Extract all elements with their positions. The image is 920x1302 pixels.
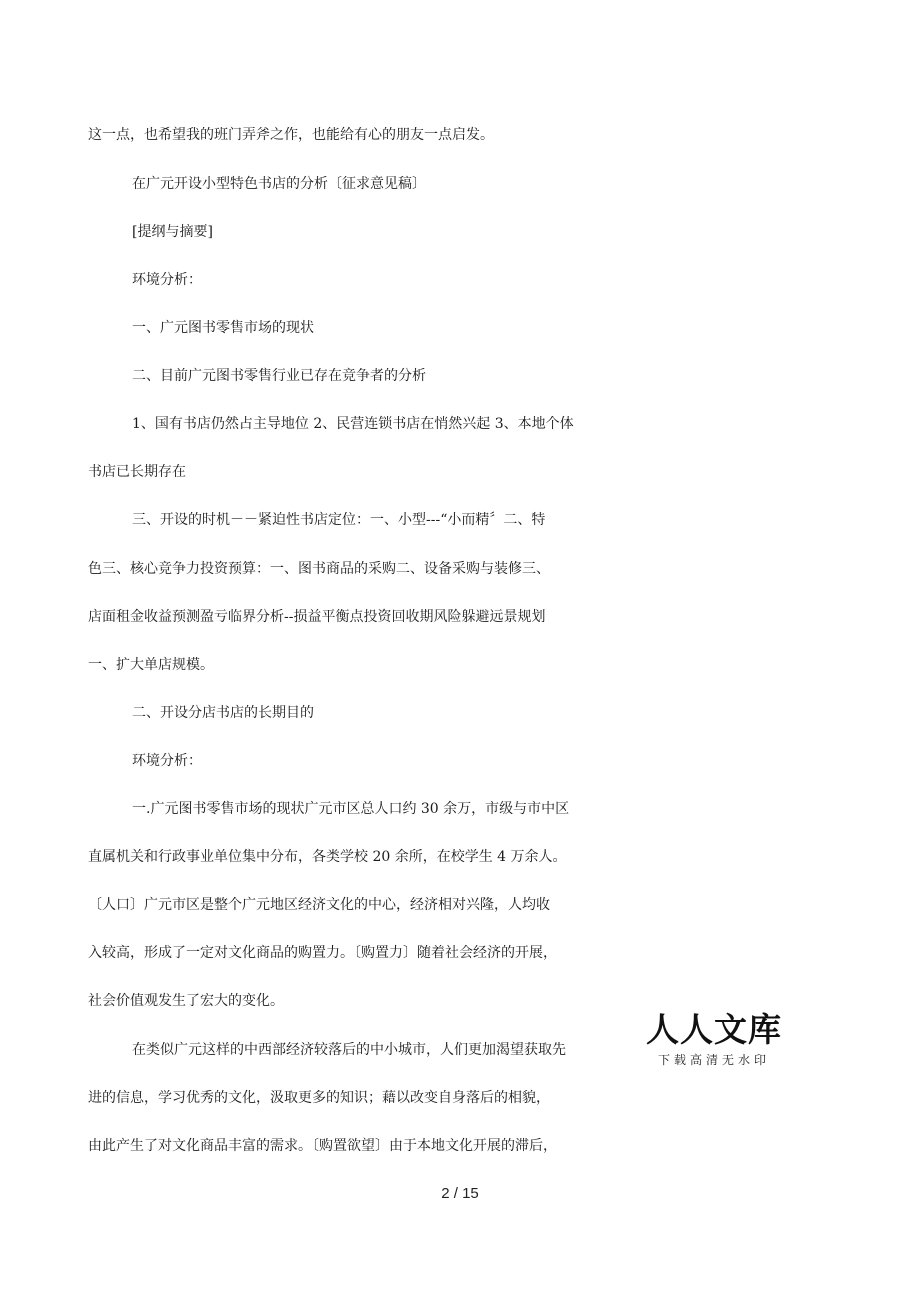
watermark-tagline: 下载高清无水印: [657, 1053, 770, 1067]
section-heading: [提纲与摘要]: [132, 224, 213, 240]
page-number: 2 / 15: [441, 1185, 479, 1202]
text-line: 店面租金收益预测盈亏临界分析--损益平衡点投资回收期风险躲避远景规划: [88, 609, 546, 625]
text-line: 1、国有书店仍然占主导地位 2、民营连锁书店在悄然兴起 3、本地个体: [132, 416, 574, 432]
text-line: 由此产生了对文化商品丰富的需求。〔购置欲望〕由于本地文化开展的滞后，: [88, 1138, 557, 1154]
watermark-brand: 人人文库: [646, 1010, 782, 1049]
section-heading: 环境分析：: [132, 272, 202, 288]
text-line: 直属机关和行政事业单位集中分布，各类学校 20 余所，在校学生 4 万余人。: [88, 849, 567, 865]
outline-item: 二、开设分店书店的长期目的: [132, 705, 314, 721]
text-line: 书店已长期存在: [88, 464, 186, 480]
text-line: 社会价值观发生了宏大的变化。: [88, 993, 284, 1009]
section-heading: 环境分析：: [132, 753, 202, 769]
text-line: 入较高，形成了一定对文化商品的购置力。〔购置力〕随着社会经济的开展，: [88, 945, 557, 961]
text-line: 在类似广元这样的中西部经济较落后的中小城市，人们更加渴望获取先: [132, 1042, 566, 1058]
text-line: 〔人口〕广元市区是整个广元地区经济文化的中心，经济相对兴隆，人均收: [88, 897, 550, 913]
text-line: 一、扩大单店规模。: [88, 657, 214, 673]
text-line: 这一点，也希望我的班门弄斧之作，也能给有心的朋友一点启发。: [88, 127, 494, 143]
text-line: 进的信息，学习优秀的文化，汲取更多的知识；藉以改变自身落后的相貌，: [88, 1090, 550, 1106]
text-line: 一.广元图书零售市场的现状广元市区总人口约 30 余万，市级与市中区: [132, 801, 570, 817]
document-title: 在广元开设小型特色书店的分析〔征求意见稿〕: [132, 176, 426, 192]
outline-item: 二、目前广元图书零售行业已存在竞争者的分析: [132, 368, 426, 384]
outline-item: 一、广元图书零售市场的现状: [132, 320, 314, 336]
text-line: 色三、核心竞争力投资预算：一、图书商品的采购二、设备采购与装修三、: [88, 561, 550, 577]
text-line: 三、开设的时机－－紧迫性书店定位：一、小型---“小而精〞二、特: [132, 512, 546, 528]
